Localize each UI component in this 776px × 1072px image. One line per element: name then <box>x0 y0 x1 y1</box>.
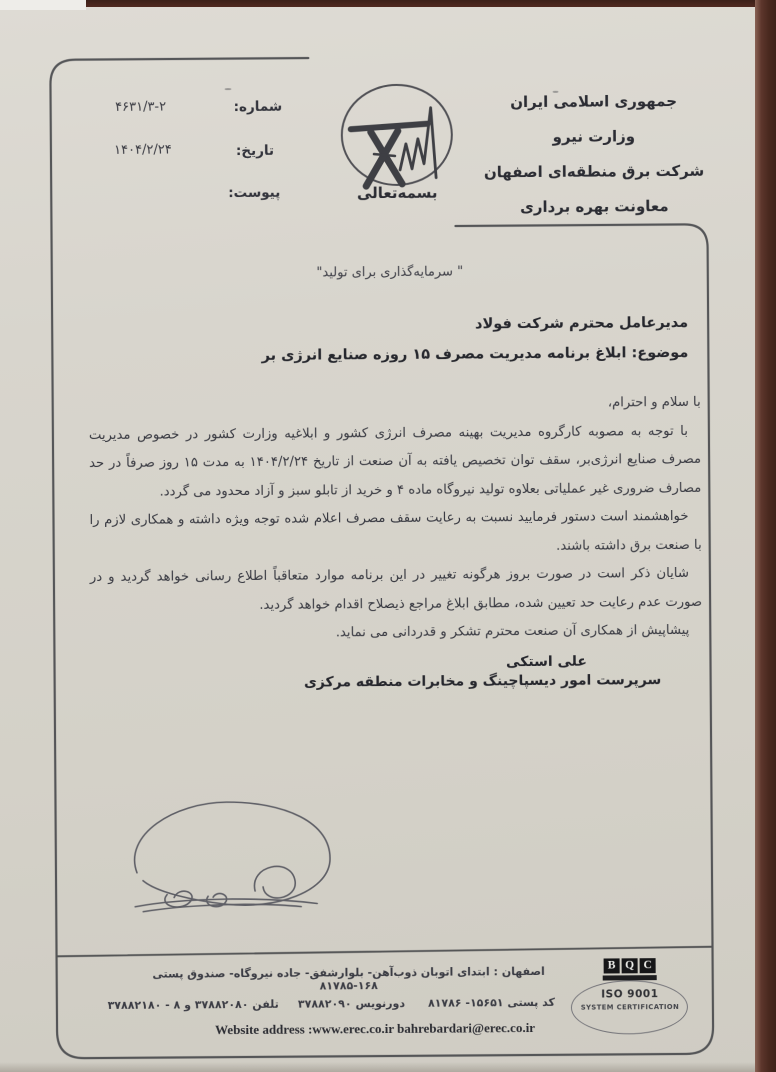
body-paragraph-4: پیشاپیش از همکاری آن صنعت محترم تشکر و قدردانی می نماید. <box>335 622 690 641</box>
iso-label: ISO 9001 <box>601 988 659 1001</box>
date-label: تاریخ: <box>235 142 275 160</box>
bqc-letter-b: B <box>604 958 620 973</box>
number-value: ۴۶۳۱/۳-۲ <box>115 99 167 115</box>
certification-label: SYSTEM CERTIFICATION <box>580 1002 680 1012</box>
org-line-deputy: معاونت بهره برداری <box>519 197 669 217</box>
body-paragraph-2: خواهشمند است دستور فرمایید نسبت به رعایت سقف مصرف اعلام شده توجه ویژه داشته و همکاری لازم را با صنعت برق داشته باشند. <box>89 508 702 554</box>
scan-speck <box>553 91 559 93</box>
date-value: ۱۴۰۴/۲/۲۴ <box>114 142 172 158</box>
footer-address-line: اصفهان : ابتدای اتوبان ذوب‌آهن- بلوارشفق- جاده نیروگاه- صندوق پستی ۱۶۸-۸۱۷۸۵ <box>152 964 545 993</box>
bqc-letter-q: Q <box>622 958 638 973</box>
handwritten-signature <box>104 793 350 923</box>
body-paragraph-3: شایان ذکر است در صورت بروز هرگونه تغییر در این برنامه موارد متعاقباً اطلاع رسانی خواهد گردید و در صورت عدم رعایت حد تعیین شده، مطابق ابلاغ مراجع ذیصلاح اقدام خواهد گردید. <box>89 565 703 613</box>
transmission-tower-logo-icon <box>337 82 456 191</box>
salutation: با سلام و احترام، <box>607 394 701 411</box>
org-line-ministry: وزارت نیرو <box>552 127 636 146</box>
slogan-text: " سرمایه‌گذاری برای تولید" <box>316 264 464 281</box>
signer-name: علی استکی <box>505 653 588 670</box>
body-paragraph-1: با توجه به مصوبه کارگروه مدیریت بهینه مصرف انرژی کشور و ابلاغیه وزارت کشور در خصوص مدیریت مصرف صنایع انرژی‌بر، سقف توان تخصیص یافته به آن صنعت از تاریخ ۱۴۰۴/۲/۲۴ به مدت ۱۵ روز صرفاً در حد مصارف ضروری غیر عملیاتی بعلاوه تولید نیروگاه ماده ۴ و خرید از تابلو سبز و آزاد محدود می گردد. <box>88 423 702 500</box>
org-line-company: شرکت برق منطقه‌ای اصفهان <box>483 161 705 182</box>
number-label: شماره: <box>233 98 283 116</box>
bqc-logo <box>604 958 656 973</box>
signer-name-row <box>90 652 702 672</box>
footer-contacts-line: کد پستی ۱۵۶۵۱- ۸۱۷۸۶ دورنویس ۳۷۸۸۲۰۹۰ تلفن ۳۷۸۸۲۰۸۰ و ۸ - ۳۷۸۸۲۱۸۰ <box>107 995 555 1012</box>
attachment-label: پیوست: <box>228 184 281 202</box>
org-header-block <box>474 84 713 226</box>
letter-body <box>89 389 703 692</box>
subject-line: موضوع: ابلاغ برنامه مدیریت مصرف ۱۵ روزه صنایع انرژی بر <box>261 344 689 364</box>
footer-website-line: Website address :www.erec.co.ir bahrebardari@erec.co.ir <box>215 1019 536 1038</box>
bqc-logo-bar <box>603 975 657 980</box>
org-line-country: جمهوری اسلامی ایران <box>510 91 678 112</box>
recipient-line: مدیرعامل محترم شرکت فولاد <box>474 314 689 333</box>
bqc-letter-c: C <box>640 958 656 973</box>
signer-title: سرپرست امور دیسپاچینگ و مخابرات منطقه مرکزی <box>303 671 662 691</box>
iso-certification-badge <box>571 957 690 1040</box>
besmele-text: بسمه‌تعالی <box>356 183 438 203</box>
